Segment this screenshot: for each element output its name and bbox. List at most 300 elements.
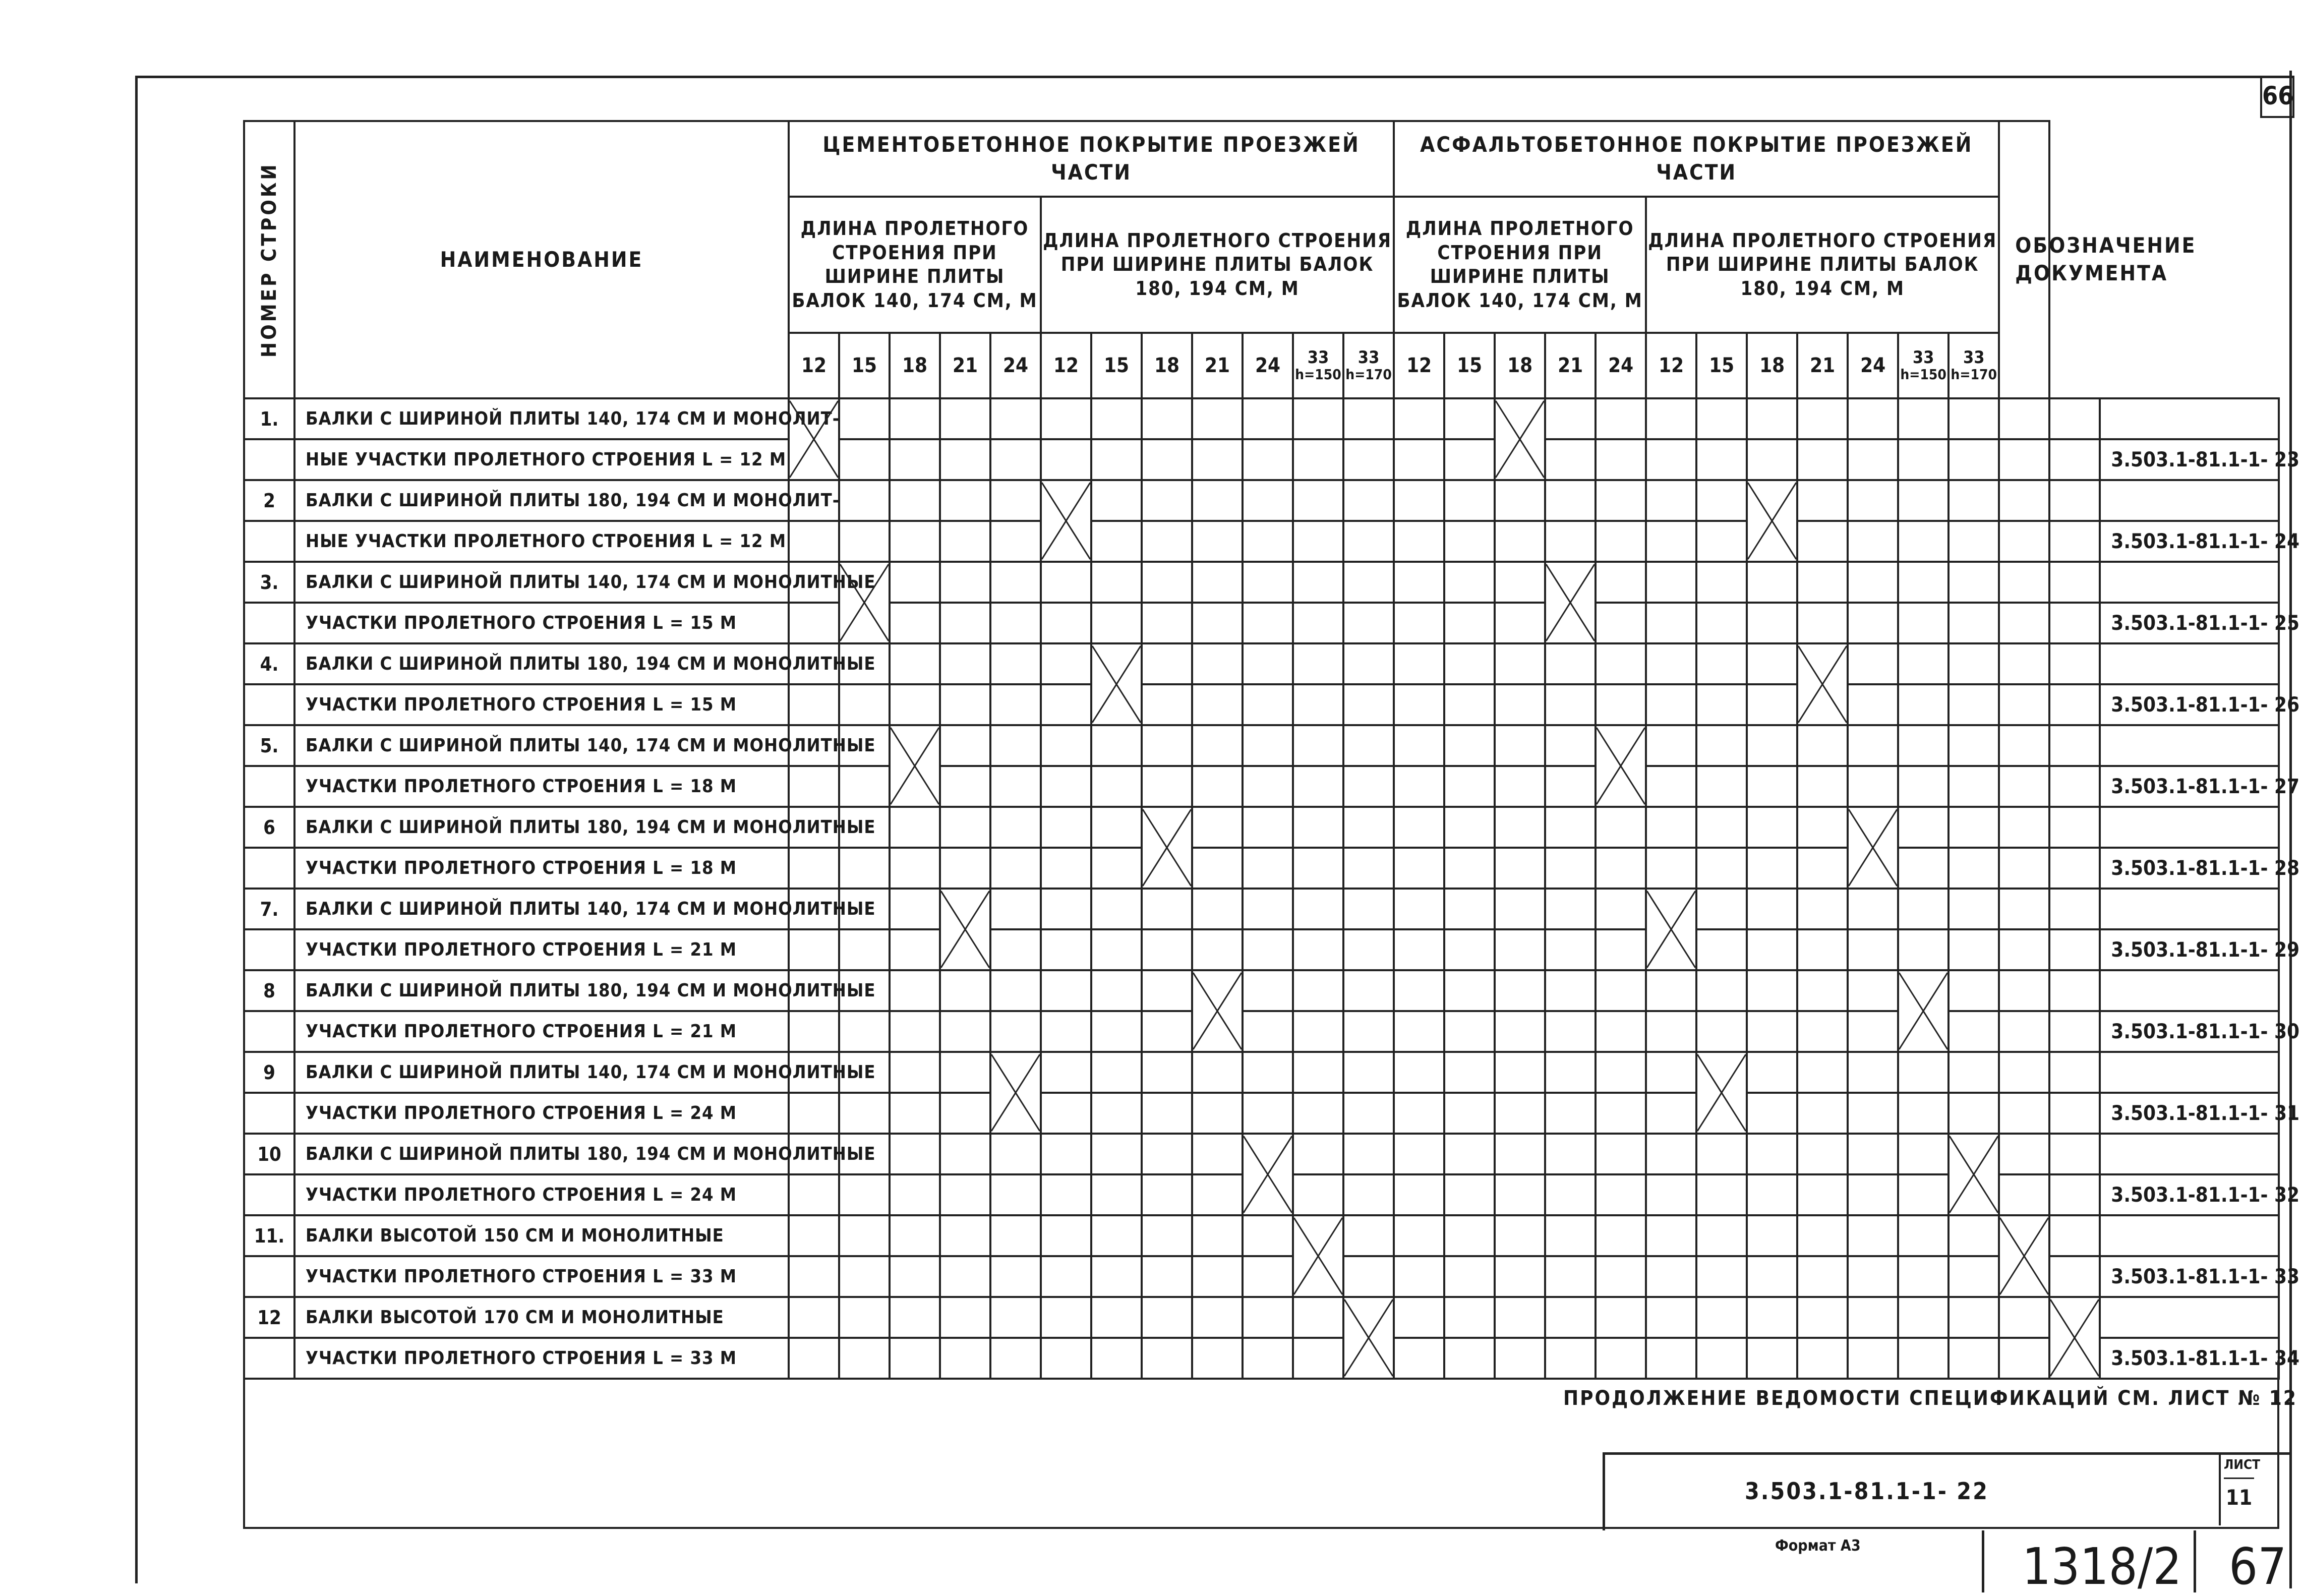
grid-cell <box>890 684 940 725</box>
mark-holder <box>891 728 939 804</box>
grid-cell <box>1596 848 1646 889</box>
row-number: 1. <box>244 398 294 439</box>
grid-cell <box>1999 929 2049 970</box>
cement-len-33-h170-height: h=170 <box>1345 366 1392 383</box>
cement-len-33-h170-length: 33 <box>1357 347 1380 368</box>
grid-cell <box>1898 521 1948 562</box>
grid-cell <box>1999 889 2049 929</box>
grid-cell <box>1243 1093 1293 1134</box>
grid-cell <box>940 848 990 889</box>
grid-cell <box>1646 1093 1696 1134</box>
grid-cell <box>1545 766 1596 807</box>
grid-cell <box>1343 1093 1394 1134</box>
grid-cell <box>1394 480 1444 521</box>
grid-cell <box>940 725 990 766</box>
grid-cell <box>1293 970 1343 1011</box>
grid-cell <box>1545 1093 1596 1134</box>
grid-cell <box>990 929 1041 970</box>
grid-cell <box>1848 1134 1898 1174</box>
corner-sheet-number: 66 <box>2260 76 2294 118</box>
grid-cell <box>1192 1215 1243 1256</box>
item-name-line-2: УЧАСТКИ ПРОЛЕТНОГО СТРОЕНИЯ L = 24 М <box>294 1093 789 1134</box>
selected-cell <box>990 1052 1041 1134</box>
grid-cell <box>890 439 940 480</box>
table-row <box>244 848 2279 889</box>
grid-cell <box>1948 889 1999 929</box>
grid-cell <box>1192 766 1243 807</box>
document-designation: 3.503.1-81.1-1- 29 <box>2100 929 2279 970</box>
grid-cell <box>940 1256 990 1297</box>
grid-cell <box>890 398 940 439</box>
grid-cell <box>1898 1256 1948 1297</box>
grid-cell <box>1797 1052 1848 1093</box>
grid-cell <box>1293 684 1343 725</box>
grid-cell <box>890 970 940 1011</box>
grid-cell <box>1747 1215 1797 1256</box>
doc-cell-empty <box>2100 480 2279 521</box>
grid-cell <box>1696 970 1747 1011</box>
selected-cell <box>1041 480 1091 562</box>
grid-cell <box>2049 1215 2100 1256</box>
mark-area <box>2000 1218 2048 1294</box>
grid-cell <box>1293 848 1343 889</box>
grid-cell <box>1495 848 1545 889</box>
grid-cell <box>1545 398 1596 439</box>
grid-cell <box>2049 766 2100 807</box>
grid-cell <box>1696 684 1747 725</box>
grid-cell <box>1444 521 1495 562</box>
specification-table <box>243 120 2300 1380</box>
grid-cell <box>1797 807 1848 848</box>
grid-cell <box>1091 1174 1142 1215</box>
grid-cell <box>1848 1052 1898 1093</box>
mark-area <box>790 401 838 478</box>
grid-cell <box>1948 643 1999 684</box>
table-row <box>244 766 2279 807</box>
grid-cell <box>839 1052 890 1093</box>
item-name-line-1: БАЛКИ С ШИРИНОЙ ПЛИТЫ 180, 194 СМ И МОНОЛИТ- <box>294 480 789 521</box>
grid-cell <box>1192 439 1243 480</box>
grid-cell <box>1293 889 1343 929</box>
grid-cell <box>1948 970 1999 1011</box>
grid-cell <box>890 1093 940 1134</box>
grid-cell <box>1091 766 1142 807</box>
cement-width-140-header: ДЛИНА ПРОЛЕТНОГО СТРОЕНИЯ ПРИ ШИРИНЕ ПЛИТЫ БАЛОК 140, 174 СМ, М <box>789 197 1041 333</box>
doc-cell-empty <box>2100 970 2279 1011</box>
grid-cell <box>1898 1093 1948 1134</box>
grid-cell <box>1041 1052 1091 1093</box>
grid-cell <box>940 480 990 521</box>
grid-cell <box>1646 807 1696 848</box>
grid-cell <box>1495 480 1545 521</box>
grid-cell <box>1596 1215 1646 1256</box>
grid-cell <box>1848 1011 1898 1052</box>
grid-cell <box>1646 1215 1696 1256</box>
grid-cell <box>1696 562 1747 603</box>
grid-cell <box>1192 480 1243 521</box>
grid-cell <box>789 643 839 684</box>
table-row <box>244 684 2279 725</box>
grid-cell <box>1696 725 1747 766</box>
grid-cell <box>1545 848 1596 889</box>
grid-cell <box>1848 684 1898 725</box>
grid-cell <box>1444 848 1495 889</box>
grid-cell <box>2049 1256 2100 1297</box>
doc-cell-empty <box>2100 1052 2279 1093</box>
selected-cell <box>1848 807 1898 889</box>
grid-cell <box>789 603 839 643</box>
grid-cell <box>1999 521 2049 562</box>
grid-cell <box>1394 684 1444 725</box>
grid-cell <box>1495 1011 1545 1052</box>
grid-cell <box>1041 766 1091 807</box>
grid-cell <box>990 725 1041 766</box>
mark-area <box>1546 564 1595 641</box>
selected-cell <box>789 398 839 480</box>
grid-cell <box>1243 766 1293 807</box>
grid-cell <box>1948 603 1999 643</box>
grid-cell <box>1646 1297 1696 1338</box>
cement-len-140-2: 18 <box>890 333 940 398</box>
cross-mark-icon <box>1193 973 1242 1049</box>
grid-cell <box>1343 1174 1394 1215</box>
grid-cell <box>1747 643 1797 684</box>
grid-cell <box>1948 848 1999 889</box>
grid-cell <box>890 1011 940 1052</box>
selected-cell <box>1797 643 1848 725</box>
item-name-line-1: БАЛКИ С ШИРИНОЙ ПЛИТЫ 140, 174 СМ И МОНОЛИТ- <box>294 398 789 439</box>
grid-cell <box>1848 1256 1898 1297</box>
grid-cell <box>940 1052 990 1093</box>
grid-cell <box>839 1297 890 1338</box>
grid-cell <box>1142 1011 1192 1052</box>
grid-cell <box>1091 1093 1142 1134</box>
grid-cell <box>1041 1174 1091 1215</box>
grid-cell <box>1394 1215 1444 1256</box>
grid-cell <box>1041 1011 1091 1052</box>
grid-cell <box>1596 1174 1646 1215</box>
grid-cell <box>1848 970 1898 1011</box>
grid-cell <box>2049 970 2100 1011</box>
selected-cell <box>1948 1134 1999 1215</box>
grid-cell <box>1747 1297 1797 1338</box>
grid-cell <box>1192 848 1243 889</box>
grid-cell <box>1243 603 1293 643</box>
grid-cell <box>1293 603 1343 643</box>
grid-cell <box>1646 398 1696 439</box>
document-designation: 3.503.1-81.1-1- 24 <box>2100 521 2279 562</box>
table-row <box>244 725 2279 766</box>
selected-cell <box>890 725 940 807</box>
grid-cell <box>1545 1174 1596 1215</box>
grid-cell <box>789 970 839 1011</box>
grid-cell <box>2049 684 2100 725</box>
selected-cell <box>1192 970 1243 1052</box>
grid-cell <box>990 1011 1041 1052</box>
grid-cell <box>1747 1093 1797 1134</box>
frame-top-border <box>135 76 2293 78</box>
doc-cell-empty <box>2100 562 2279 603</box>
grid-cell <box>1999 1011 2049 1052</box>
grid-cell <box>1142 766 1192 807</box>
cement-len-33-h170 <box>1343 333 1394 398</box>
grid-cell <box>990 1297 1041 1338</box>
sheet-number: 11 <box>2225 1485 2253 1510</box>
grid-cell <box>1797 1256 1848 1297</box>
grid-cell <box>1999 766 2049 807</box>
grid-cell <box>1495 766 1545 807</box>
grid-cell <box>1142 1174 1192 1215</box>
grid-cell <box>890 929 940 970</box>
grid-cell <box>1293 480 1343 521</box>
grid-cell <box>1797 1215 1848 1256</box>
grid-cell <box>990 970 1041 1011</box>
grid-cell <box>839 643 890 684</box>
table-row <box>244 1134 2279 1174</box>
grid-cell <box>1444 398 1495 439</box>
asphalt-concrete-group-header: АСФАЛЬТОБЕТОННОЕ ПОКРЫТИЕ ПРОЕЗЖЕЙ ЧАСТИ <box>1394 121 1999 197</box>
grid-cell <box>1243 684 1293 725</box>
grid-cell <box>1696 643 1747 684</box>
grid-cell <box>2049 562 2100 603</box>
grid-cell <box>1898 562 1948 603</box>
grid-cell <box>1797 1297 1848 1338</box>
mark-area <box>1244 1136 1292 1213</box>
grid-cell <box>839 521 890 562</box>
grid-cell <box>1999 480 2049 521</box>
doc-cell-empty <box>2100 1215 2279 1256</box>
grid-cell <box>1696 889 1747 929</box>
grid-cell <box>1898 766 1948 807</box>
grid-cell <box>1091 970 1142 1011</box>
name-header: НАИМЕНОВАНИЕ <box>294 121 789 398</box>
grid-cell <box>789 1174 839 1215</box>
grid-cell <box>1394 562 1444 603</box>
grid-cell <box>1394 1256 1444 1297</box>
grid-cell <box>1192 398 1243 439</box>
grid-cell <box>940 684 990 725</box>
grid-cell <box>1041 1256 1091 1297</box>
grid-cell <box>1394 889 1444 929</box>
grid-cell <box>1293 1052 1343 1093</box>
grid-cell <box>1142 643 1192 684</box>
grid-cell <box>1142 889 1192 929</box>
row-number: 12 <box>244 1297 294 1338</box>
grid-cell <box>940 562 990 603</box>
grid-cell <box>1091 521 1142 562</box>
mark-holder <box>1899 973 1947 1049</box>
row-number: 4. <box>244 643 294 684</box>
item-name-line-1: БАЛКИ С ШИРИНОЙ ПЛИТЫ 140, 174 СМ И МОНОЛИТНЫЕ <box>294 1052 789 1093</box>
cross-mark-icon <box>790 401 838 478</box>
row-number: 2 <box>244 480 294 521</box>
grid-cell <box>1848 1093 1898 1134</box>
cement-len-140-4: 24 <box>990 333 1041 398</box>
grid-cell <box>1091 1134 1142 1174</box>
grid-cell <box>1948 521 1999 562</box>
table-row <box>244 643 2279 684</box>
grid-cell <box>1898 929 1948 970</box>
grid-cell <box>1091 889 1142 929</box>
grid-cell <box>1293 1174 1343 1215</box>
grid-cell <box>1192 643 1243 684</box>
grid-cell <box>990 603 1041 643</box>
item-name-line-2: НЫЕ УЧАСТКИ ПРОЛЕТНОГО СТРОЕНИЯ L = 12 М <box>294 521 789 562</box>
grid-cell <box>1495 929 1545 970</box>
grid-cell <box>1444 1297 1495 1338</box>
asphalt-len-33-h170 <box>1948 333 1999 398</box>
grid-cell <box>990 889 1041 929</box>
cross-mark-icon <box>1244 1136 1292 1213</box>
grid-cell <box>1999 684 2049 725</box>
grid-cell <box>1848 766 1898 807</box>
grid-cell <box>1646 1174 1696 1215</box>
grid-cell <box>890 521 940 562</box>
grid-cell <box>1343 643 1394 684</box>
row-number-empty <box>244 603 294 643</box>
grid-cell <box>1797 480 1848 521</box>
grid-cell <box>1545 643 1596 684</box>
mark-holder <box>1092 646 1141 723</box>
grid-cell <box>789 1256 839 1297</box>
grid-cell <box>1041 643 1091 684</box>
grid-cell <box>1747 848 1797 889</box>
grid-cell <box>1142 439 1192 480</box>
grid-cell <box>1646 521 1696 562</box>
grid-cell <box>1596 1134 1646 1174</box>
document-designation: 3.503.1-81.1-1- 31 <box>2100 1093 2279 1134</box>
row-number-empty <box>244 1174 294 1215</box>
selected-cell <box>1646 889 1696 970</box>
grid-cell <box>1545 1134 1596 1174</box>
grid-cell <box>1596 480 1646 521</box>
mark-area <box>991 1054 1040 1131</box>
grid-cell <box>1041 970 1091 1011</box>
grid-cell <box>1343 889 1394 929</box>
grid-cell <box>1091 398 1142 439</box>
grid-cell <box>1495 1052 1545 1093</box>
grid-cell <box>1192 521 1243 562</box>
grid-cell <box>1596 1052 1646 1093</box>
asphalt-len-140-1: 15 <box>1444 333 1495 398</box>
grid-cell <box>2049 603 2100 643</box>
grid-cell <box>1091 1215 1142 1256</box>
grid-cell <box>1444 1215 1495 1256</box>
grid-cell <box>1293 807 1343 848</box>
grid-cell <box>940 439 990 480</box>
row-number-empty <box>244 684 294 725</box>
grid-cell <box>1948 398 1999 439</box>
grid-cell <box>940 603 990 643</box>
grid-cell <box>1142 970 1192 1011</box>
cross-mark-icon <box>2000 1218 2048 1294</box>
document-designation: 3.503.1-81.1-1- 28 <box>2100 848 2279 889</box>
grid-cell <box>990 1174 1041 1215</box>
grid-cell <box>2049 848 2100 889</box>
grid-cell <box>1999 398 2049 439</box>
asphalt-len-180-1: 15 <box>1696 333 1747 398</box>
asphalt-len-33-h170-length: 33 <box>1963 347 1985 368</box>
grid-cell <box>1495 970 1545 1011</box>
grid-cell <box>1948 1297 1999 1338</box>
asphalt-width-180-header: ДЛИНА ПРОЛЕТНОГО СТРОЕНИЯ ПРИ ШИРИНЕ ПЛИТЫ БАЛОК 180, 194 СМ, М <box>1646 197 1999 333</box>
asphalt-len-140-3: 21 <box>1545 333 1596 398</box>
document-designation: 3.503.1-81.1-1- 25 <box>2100 603 2279 643</box>
grid-cell <box>1545 929 1596 970</box>
grid-cell <box>1343 1215 1394 1256</box>
mark-area <box>1950 1136 1998 1213</box>
item-name-line-2: УЧАСТКИ ПРОЛЕТНОГО СТРОЕНИЯ L = 21 М <box>294 929 789 970</box>
grid-cell <box>1343 562 1394 603</box>
cross-mark-icon <box>1748 483 1796 559</box>
cross-mark-icon <box>1143 809 1191 886</box>
grid-cell <box>1142 480 1192 521</box>
cement-len-33-h150-height: h=150 <box>1295 366 1341 383</box>
doc-cell-empty <box>2100 643 2279 684</box>
grid-cell <box>1041 562 1091 603</box>
row-number-empty <box>244 766 294 807</box>
grid-cell <box>1444 439 1495 480</box>
grid-cell <box>1747 970 1797 1011</box>
document-designation: 3.503.1-81.1-1- 34 <box>2100 1338 2279 1379</box>
item-name-line-1: БАЛКИ С ШИРИНОЙ ПЛИТЫ 140, 174 СМ И МОНОЛИТНЫЕ <box>294 889 789 929</box>
grid-cell <box>1041 725 1091 766</box>
grid-cell <box>1848 929 1898 970</box>
cross-mark-icon <box>1849 809 1897 886</box>
cross-mark-icon <box>840 564 889 641</box>
grid-cell <box>789 766 839 807</box>
doc-cell-empty <box>2100 889 2279 929</box>
selected-cell <box>1091 643 1142 725</box>
grid-cell <box>839 929 890 970</box>
grid-cell <box>1948 807 1999 848</box>
table-row <box>244 807 2279 848</box>
grid-cell <box>1948 1215 1999 1256</box>
grid-cell <box>1797 725 1848 766</box>
selected-cell <box>1747 480 1797 562</box>
grid-cell <box>1293 439 1343 480</box>
grid-cell <box>890 1297 940 1338</box>
grid-cell <box>1444 970 1495 1011</box>
grid-cell <box>1243 1297 1293 1338</box>
grid-cell <box>1495 807 1545 848</box>
grid-cell <box>2049 1052 2100 1093</box>
grid-cell <box>1091 480 1142 521</box>
grid-cell <box>1848 439 1898 480</box>
mark-holder <box>790 401 838 478</box>
grid-cell <box>1848 1297 1898 1338</box>
grid-cell <box>1747 725 1797 766</box>
row-number: 7. <box>244 889 294 929</box>
grid-cell <box>1444 1134 1495 1174</box>
grid-cell <box>1948 766 1999 807</box>
grid-cell <box>2049 929 2100 970</box>
mark-holder <box>2000 1218 2048 1294</box>
doc-cell-empty <box>2100 807 2279 848</box>
cross-mark-icon <box>1950 1136 1998 1213</box>
grid-cell <box>789 1011 839 1052</box>
grid-cell <box>1394 1052 1444 1093</box>
mark-holder <box>1647 891 1695 968</box>
document-designation: 3.503.1-81.1-1- 26 <box>2100 684 2279 725</box>
row-number-empty <box>244 1011 294 1052</box>
cross-mark-icon <box>1899 973 1947 1049</box>
grid-cell <box>1343 929 1394 970</box>
grid-cell <box>1243 521 1293 562</box>
grid-cell <box>1696 1256 1747 1297</box>
grid-cell <box>1646 848 1696 889</box>
mark-holder <box>1546 564 1595 641</box>
